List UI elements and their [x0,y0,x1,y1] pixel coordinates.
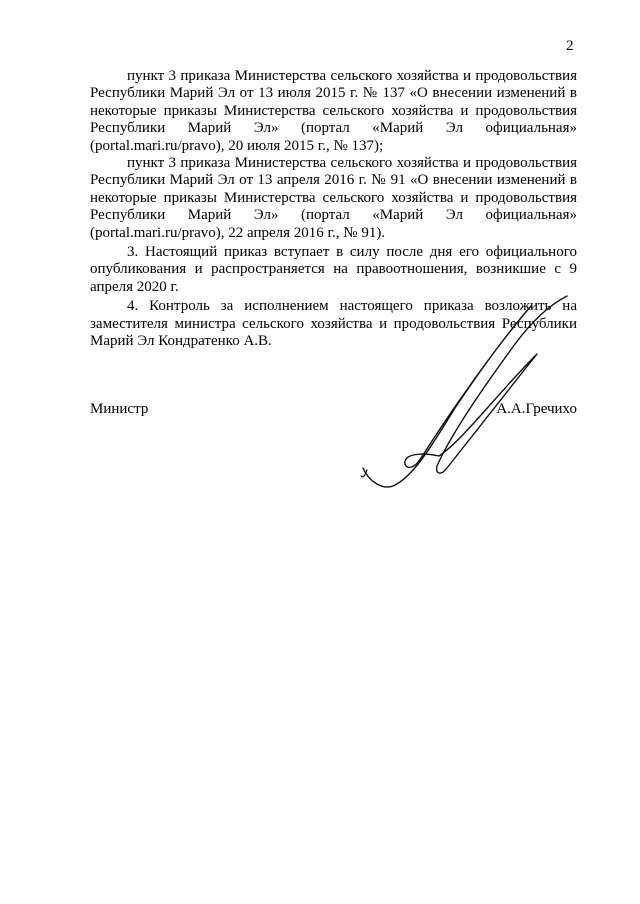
handwritten-signature-icon [355,290,585,500]
paragraph-repealed-item-2015: пункт 3 приказа Министерства сельского хозяйства и продовольствия Республики Марий Эл от 13 июля 2015 г. № 137 «О внесении изменений в некоторые приказы Министерства сельского хозяйства и продовольствия Республики Марий Эл» (портал «Марий Эл официальная» (portal.mari.ru/pravo), 20 июля 2015 г., № 137); [90,68,577,154]
signatory-title: Министр [90,401,149,417]
paragraph-repealed-item-2016: пункт 3 приказа Министерства сельского хозяйства и продовольствия Республики Марий Эл от 13 апреля 2016 г. № 91 «О внесении изменений в некоторые приказы Министерства сельского хозяйства и продовольствия Республики Марий Эл» (портал «Марий Эл официальная» (portal.mari.ru/pravo), 22 апреля 2016 г., № 91). [90,155,577,241]
paragraph-control-assignment: 4. Контроль за исполнением настоящего приказа возложить на заместителя министра сельского хозяйства и продовольствия Республики Марий Эл Кондратенко А.В. [90,298,577,350]
page-number: 2 [566,38,574,54]
paragraph-entry-into-force: 3. Настоящий приказ вступает в силу после дня его официального опубликования и распространяется на правоотношения, возникшие с 9 апреля 2020 г. [90,244,577,295]
signatory-name: А.А.Гречихо [496,401,577,417]
